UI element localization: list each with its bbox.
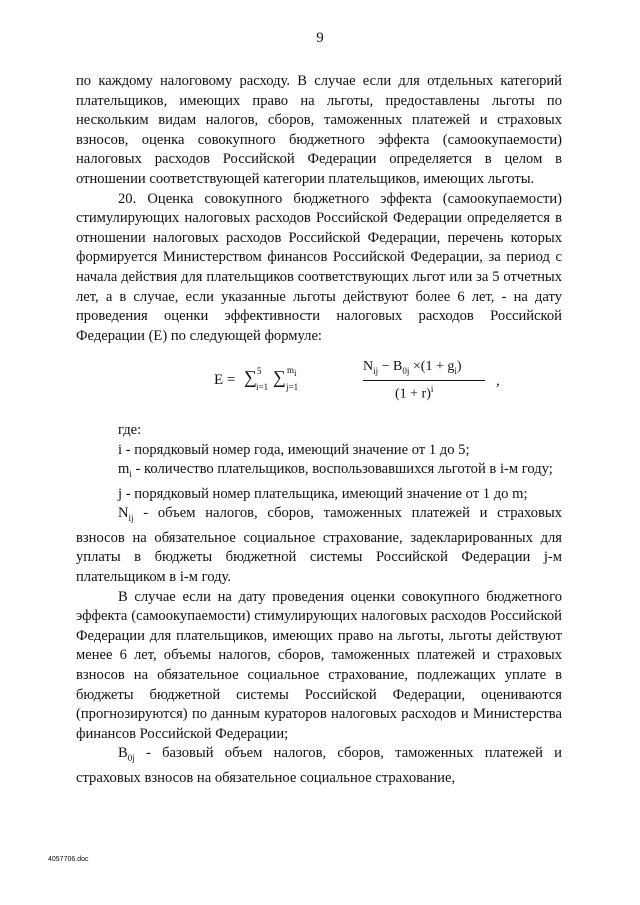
formula-sum-i-lower: i=1 <box>256 382 269 392</box>
formula-sum-i: ∑ <box>244 367 257 387</box>
body-text-top <box>76 72 562 346</box>
definition-m: $m_i$ - количество плательщиков, воспользовавшихся льготой в i-м году; <box>118 461 553 480</box>
page-number: 9 <box>316 30 324 46</box>
definition-n: $N_{ij}$ - объем налогов, сборов, таможенных платежей и страховых взносов на обязательное социальное страхование, задекларированных для уплаты в бюджеты бюджетной системы Российской Федерации j-м плательщиком в i-м году. <box>76 505 562 585</box>
paragraph-less-than-6-years: В случае если на дату проведения оценки совокупного бюджетного эффекта (самоокупаемости) стимулирующих налоговых расходов Российской Федерации для плательщиков, имеющих право на льготы, льготы действуют менее 6 лет, объемы налогов, сборов, таможенных платежей и страховых взносов на обязательное социальное страхование, подлежащих уплате в бюджеты бюджетной системы Российской Федерации, оцениваются (прогнозируются) по данным кураторов налоговых расходов и Министерства финансов Российской Федерации; <box>76 588 562 742</box>
paragraph-20: 20. Оценка совокупного бюджетного эффекта (самоокупаемости) стимулирующих налоговых расходов Российской Федерации определяется в отношении налоговых расходов Российской Федерации, перечень которых формируется Министерством финансов Российской Федерации, за период с начала действия для плательщиков соответствующих льгот или за 5 отчетных лет, а в случае, если указанные льготы действуют более 6 лет, - на дату проведения оценки эффективности налоговых расходов Российской Федерации (Е) по следующей формуле: <box>76 190 562 344</box>
document-footer: 4057706.doc <box>48 856 89 863</box>
body-text-bottom <box>76 421 562 788</box>
formula-sum-j-lower: j=1 <box>286 382 299 392</box>
formula-denominator: $(1 + r)^i$ <box>395 384 434 402</box>
formula-comma: , <box>496 373 500 389</box>
definition-j: j - порядковый номер плательщика, имеющий значение от 1 до m; <box>118 485 528 502</box>
formula-sum-i-upper: 5 <box>257 366 262 376</box>
formula-lhs: E = <box>214 372 236 388</box>
formula-e <box>0 356 640 410</box>
where-label: где: <box>118 422 142 438</box>
definition-i: i - порядковый номер года, имеющий значение от 1 до 5; <box>118 441 470 458</box>
formula-sum-j: ∑ <box>273 367 286 387</box>
formula-sum-j-upper: $m_i$ <box>287 365 297 378</box>
definition-b: $B_{0j}$ - базовый объем налогов, сборов, таможенных платежей и страховых взносов на обязательное социальное страхование, <box>76 745 562 786</box>
paragraph-continuation: по каждому налоговому расходу. В случае если для отдельных категорий плательщиков, имеющих право на льготы, предоставлены льготы по нескольким видам налогов, сборов, таможенных платежей и страховых взносов, оценка совокупного бюджетного эффекта (самоокупаемости) налоговых расходов Российской Федерации определяется в целом в отношении соответствующей категории плательщиков, имеющих льготы. <box>76 73 562 187</box>
formula-fraction-line <box>363 380 485 381</box>
formula-numerator: $N_{ij} - B_{0j} \times(1 + g_i)$ <box>363 359 462 376</box>
